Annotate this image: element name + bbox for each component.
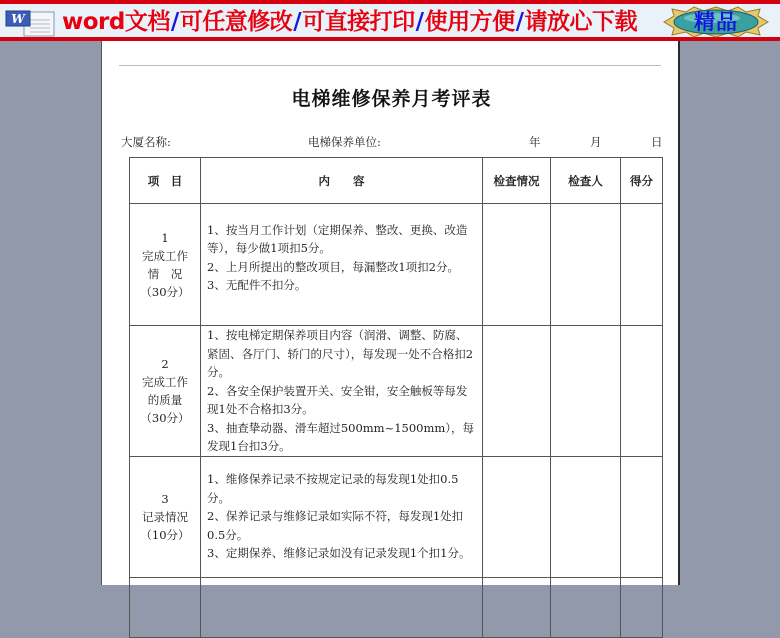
item-name: 情 况 <box>147 266 183 281</box>
criterion: 2、保养记录与维修记录如实际不符，每发现1处扣0.5分。 <box>207 509 464 542</box>
item-name: 记录情况 <box>142 509 188 524</box>
criterion: 3、抽查挚动器、滑车超过500mm~1500mm），每发现1台扣3分。 <box>207 420 475 453</box>
item-number: 2 <box>161 356 169 371</box>
criterion: 3、定期保养、维修记录如没有记录发现1个扣1分。 <box>207 546 471 561</box>
premium-badge <box>660 6 772 38</box>
badge-label: 精品 <box>694 10 738 34</box>
item-number: 3 <box>161 491 169 506</box>
slogan-separator: / <box>515 9 524 35</box>
score-cell[interactable] <box>621 456 663 577</box>
check-status-cell[interactable] <box>483 577 551 637</box>
item-points: （10分） <box>140 527 190 542</box>
building-name-label: 大厦名称: <box>121 135 171 149</box>
table-row <box>130 204 663 326</box>
inspector-cell[interactable] <box>551 456 621 577</box>
item-name: 完成工作 <box>142 248 188 263</box>
content-cell <box>201 204 483 326</box>
slogan-segment: 请放心下载 <box>524 9 637 35</box>
svg-text:W: W <box>11 12 25 26</box>
slogan-segment: 使用方便 <box>424 9 515 35</box>
check-status-cell[interactable] <box>483 204 551 326</box>
content-cell <box>201 577 483 637</box>
item-cell <box>130 456 201 577</box>
slogan-separator: / <box>170 9 179 35</box>
item-points: （30分） <box>140 410 190 425</box>
word-document-icon <box>4 8 58 38</box>
inspector-cell[interactable] <box>551 204 621 326</box>
criterion: 3、无配件不扣分。 <box>207 278 307 292</box>
slogan-separator: / <box>415 9 424 35</box>
maintenance-unit-label: 电梯保养单位: <box>308 135 381 149</box>
item-points: （30分） <box>140 284 190 299</box>
table-row <box>130 577 663 637</box>
header-score: 得分 <box>621 158 663 204</box>
document-title: 电梯维修保养月考评表 <box>291 88 492 110</box>
header-rule <box>119 65 661 66</box>
check-status-cell[interactable] <box>483 456 551 577</box>
criterion: 2、上月所提出的整改项目，每漏整改1项扣2分。 <box>207 259 459 274</box>
table-row <box>130 326 663 457</box>
slogan-segment: 可任意修改 <box>179 9 293 35</box>
criterion: 1、维修保养记录不按规定记录的每发现1处扣0.5分。 <box>207 472 459 505</box>
score-cell[interactable] <box>621 577 663 637</box>
promo-banner <box>0 0 780 41</box>
banner-slogan <box>62 6 637 38</box>
table-row <box>130 456 663 577</box>
evaluation-table <box>129 157 663 638</box>
month-label: 月 <box>590 135 602 149</box>
header-inspector: 检查人 <box>551 158 621 204</box>
item-number: 1 <box>161 230 169 245</box>
score-cell[interactable] <box>621 204 663 326</box>
item-name: 的质量 <box>147 392 183 407</box>
item-cell <box>130 326 201 457</box>
slogan-segment: word文档 <box>62 9 170 35</box>
criterion: 2、各安全保护装置开关、安全钳，安全触板等每发现1处不合格扣3分。 <box>207 383 468 416</box>
score-cell[interactable] <box>621 326 663 457</box>
check-status-cell[interactable] <box>483 326 551 457</box>
item-name: 完成工作 <box>142 374 188 389</box>
content-cell <box>201 456 483 577</box>
item-cell <box>130 577 201 637</box>
criterion: 1、按当月工作计划（定期保养、整改、更换、改造等），每少做1项扣5分。 <box>207 222 468 255</box>
document-page <box>101 41 680 585</box>
slogan-segment: 可直接打印 <box>302 9 415 35</box>
inspector-cell[interactable] <box>551 326 621 457</box>
year-label: 年 <box>529 135 541 149</box>
inspector-cell[interactable] <box>551 577 621 637</box>
content-cell <box>201 326 483 457</box>
slogan-separator: / <box>293 9 302 35</box>
table-header-row <box>130 158 663 204</box>
header-check-status: 检查情况 <box>483 158 551 204</box>
item-cell <box>130 204 201 326</box>
criterion: 1、按电梯定期保养项目内容（润滑、调整、防腐、紧固、各厅门、轿门的尺寸），每发现一处不合格扣2分。 <box>207 328 474 379</box>
header-content: 内 容 <box>201 158 483 204</box>
header-item: 项 目 <box>130 158 201 204</box>
day-label: 日 <box>651 135 663 149</box>
